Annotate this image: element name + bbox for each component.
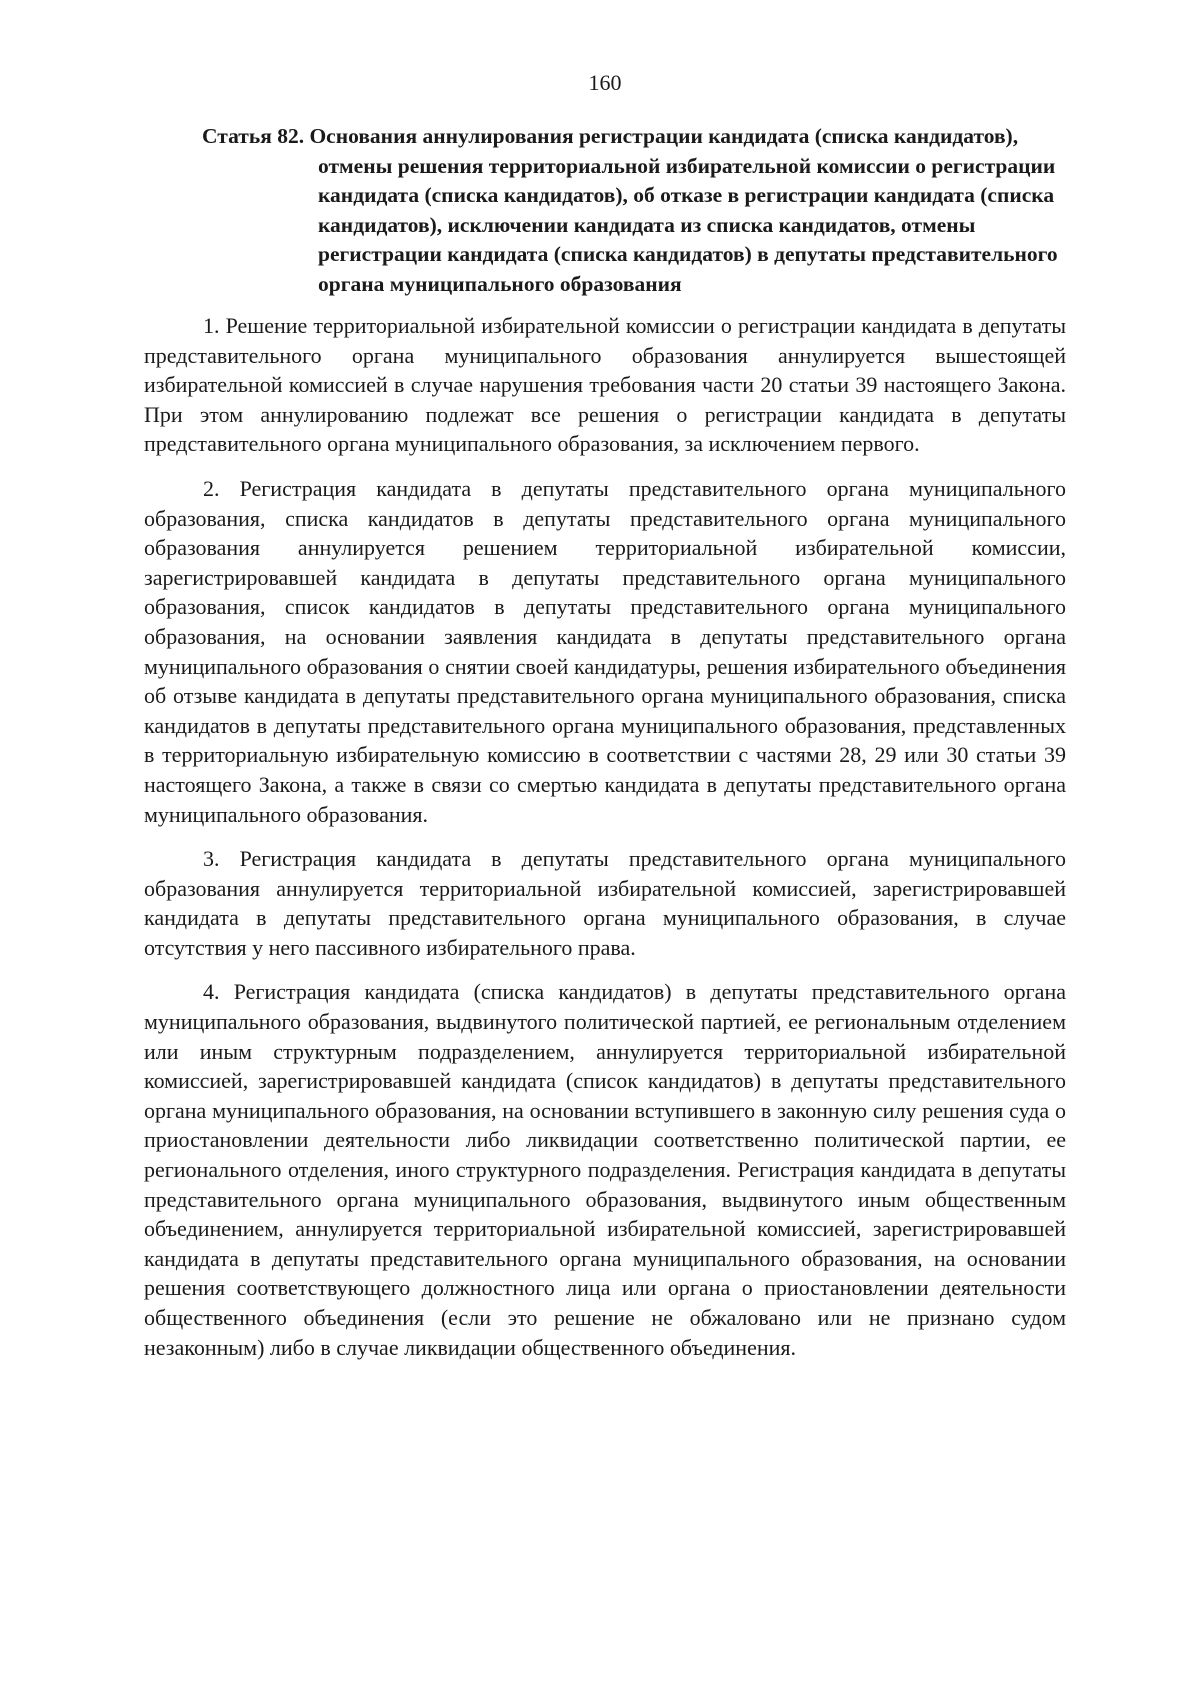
paragraph-4: 4. Регистрация кандидата (списка кандидатов) в депутаты представительного органа муниципального образования, выдвинутого политической партией, ее региональным отделением или иным структурным подразделением, аннулируется территориальной избирательной комиссией, зарегистрировавшей кандидата (список кандидатов) в депутаты представительного органа муниципального образования, на основании вступившего в законную силу решения суда о приостановлении деятельности либо ликвидации соответственно политической партии, ее регионального отделения, иного структурного подразделения. Регистрация кандидата в депутаты представительного органа муниципального образования, выдвинутого иным общественным объединением, аннулируется территориальной избирательной комиссией, зарегистрировавшей кандидата в депутаты представительного органа муниципального образования, на основании решения соответствующего должностного лица или органа о приостановлении деятельности общественного объединения (если это решение не обжаловано или не признано судом незаконным) либо в случае ликвидации общественного объединения. <box>144 979 1066 1360</box>
page-number: 160 <box>588 70 622 95</box>
article-heading <box>144 122 1066 299</box>
article-number: Статья 82. <box>202 124 305 148</box>
document-page <box>144 68 1066 1377</box>
paragraph-3: 3. Регистрация кандидата в депутаты представительного органа муниципального образования аннулируется территориальной избирательной комиссией, зарегистрировавшей кандидата в депутаты представительного органа муниципального образования, в случае отсутствия у него пассивного избирательного права. <box>144 846 1066 960</box>
article-title: Основания аннулирования регистрации кандидата (списка кандидатов), отмены решения территориальной избирательной комиссии о регистрации кандидата (списка кандидатов), об отказе в регистрации кандидата (списка кандидатов), исключении кандидата из списка кандидатов, отмены регистрации кандидата (списка кандидатов) в депутаты представительного органа муниципального образования <box>309 124 1058 296</box>
paragraph-1: 1. Решение территориальной избирательной комиссии о регистрации кандидата в депутаты представительного органа муниципального образования аннулируется вышестоящей избирательной комиссией в случае нарушения требования части 20 статьи 39 настоящего Закона. При этом аннулированию подлежат все решения о регистрации кандидата в депутаты представительного органа муниципального образования, за исключением первого. <box>144 313 1066 457</box>
paragraph-2: 2. Регистрация кандидата в депутаты представительного органа муниципального образования, списка кандидатов в депутаты представительного органа муниципального образования аннулируется решением территориальной избирательной комиссии, зарегистрировавшей кандидата в депутаты представительного органа муниципального образования, список кандидатов в депутаты представительного органа муниципального образования, на основании заявления кандидата в депутаты представительного органа муниципального образования о снятии своей кандидатуры, решения избирательного объединения об отзыве кандидата в депутаты представительного органа муниципального образования, списка кандидатов в депутаты представительного органа муниципального образования, представленных в территориальную избирательную комиссию в соответствии с частями 28, 29 или 30 статьи 39 настоящего Закона, а также в связи со смертью кандидата в депутаты представительного органа муниципального образования. <box>144 475 1066 827</box>
